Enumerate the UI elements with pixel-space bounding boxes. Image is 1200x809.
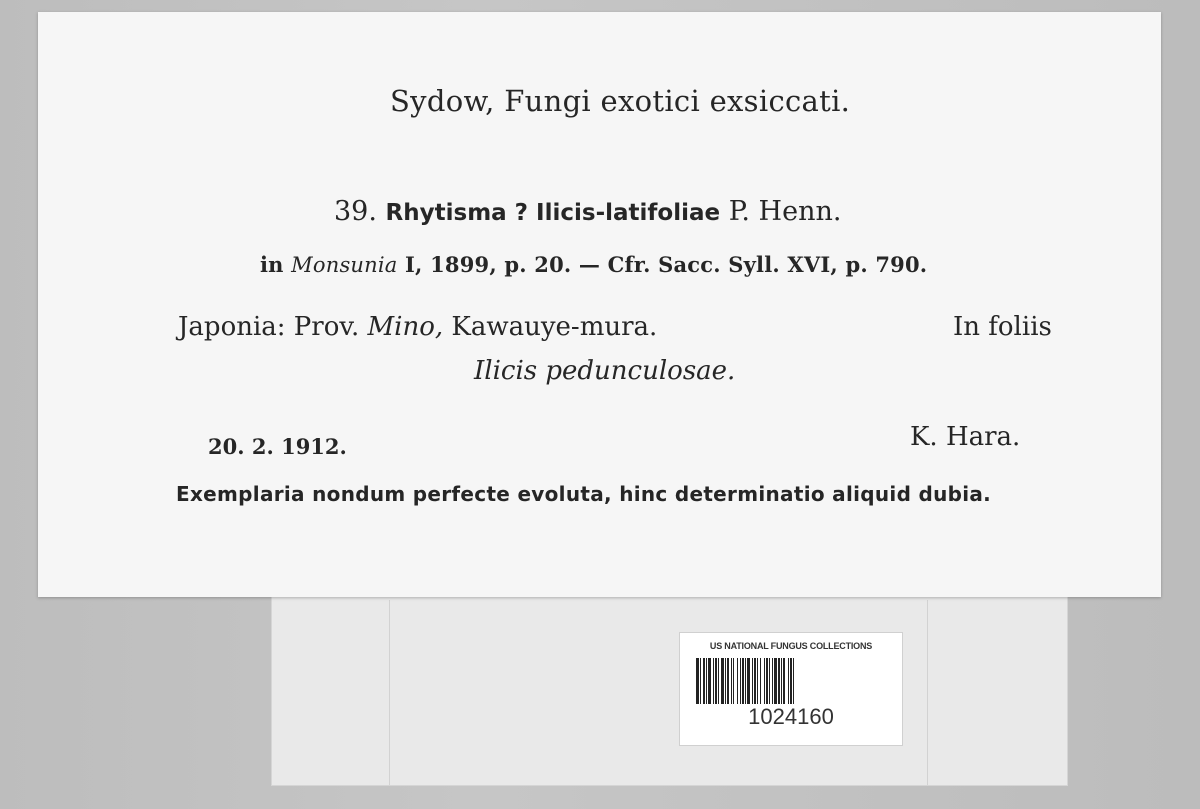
locality-country: Japonia: Prov. <box>178 312 360 342</box>
locality <box>178 312 657 342</box>
host-species: Ilicis pedunculosae. <box>474 356 736 386</box>
collection-date: 20. 2. 1912. <box>208 434 347 459</box>
barcode-bars <box>696 658 886 704</box>
barcode-number: 1024160 <box>748 704 834 729</box>
specimen-label <box>38 12 1161 597</box>
locality-province: Mino, <box>367 312 444 342</box>
label-header: Sydow, Fungi exotici exsiccati. <box>390 84 851 118</box>
literature-reference <box>260 252 927 277</box>
envelope-fold-right <box>927 600 928 785</box>
reference-prefix: in <box>260 252 284 277</box>
reference-details: I, 1899, p. 20. — Cfr. Sacc. Syll. XVI, p. 790. <box>405 252 928 277</box>
barcode-label <box>680 633 902 745</box>
locality-place: Kawauye-mura. <box>451 312 658 342</box>
label-note: Exemplaria nondum perfecte evoluta, hinc determinatio aliquid dubia. <box>176 482 992 506</box>
envelope-fold-left <box>389 600 390 785</box>
barcode-institution: US NATIONAL FUNGUS COLLECTIONS <box>709 641 873 651</box>
species-name: Rhytisma ? Ilicis-latifoliae <box>385 200 721 226</box>
label-title <box>334 196 841 227</box>
exsiccata-number: 39. <box>334 196 377 227</box>
species-author: P. Henn. <box>728 196 842 227</box>
host-prefix: In foliis <box>953 312 1052 342</box>
reference-journal: Monsunia <box>291 253 398 277</box>
collector-name: K. Hara. <box>910 422 1021 452</box>
